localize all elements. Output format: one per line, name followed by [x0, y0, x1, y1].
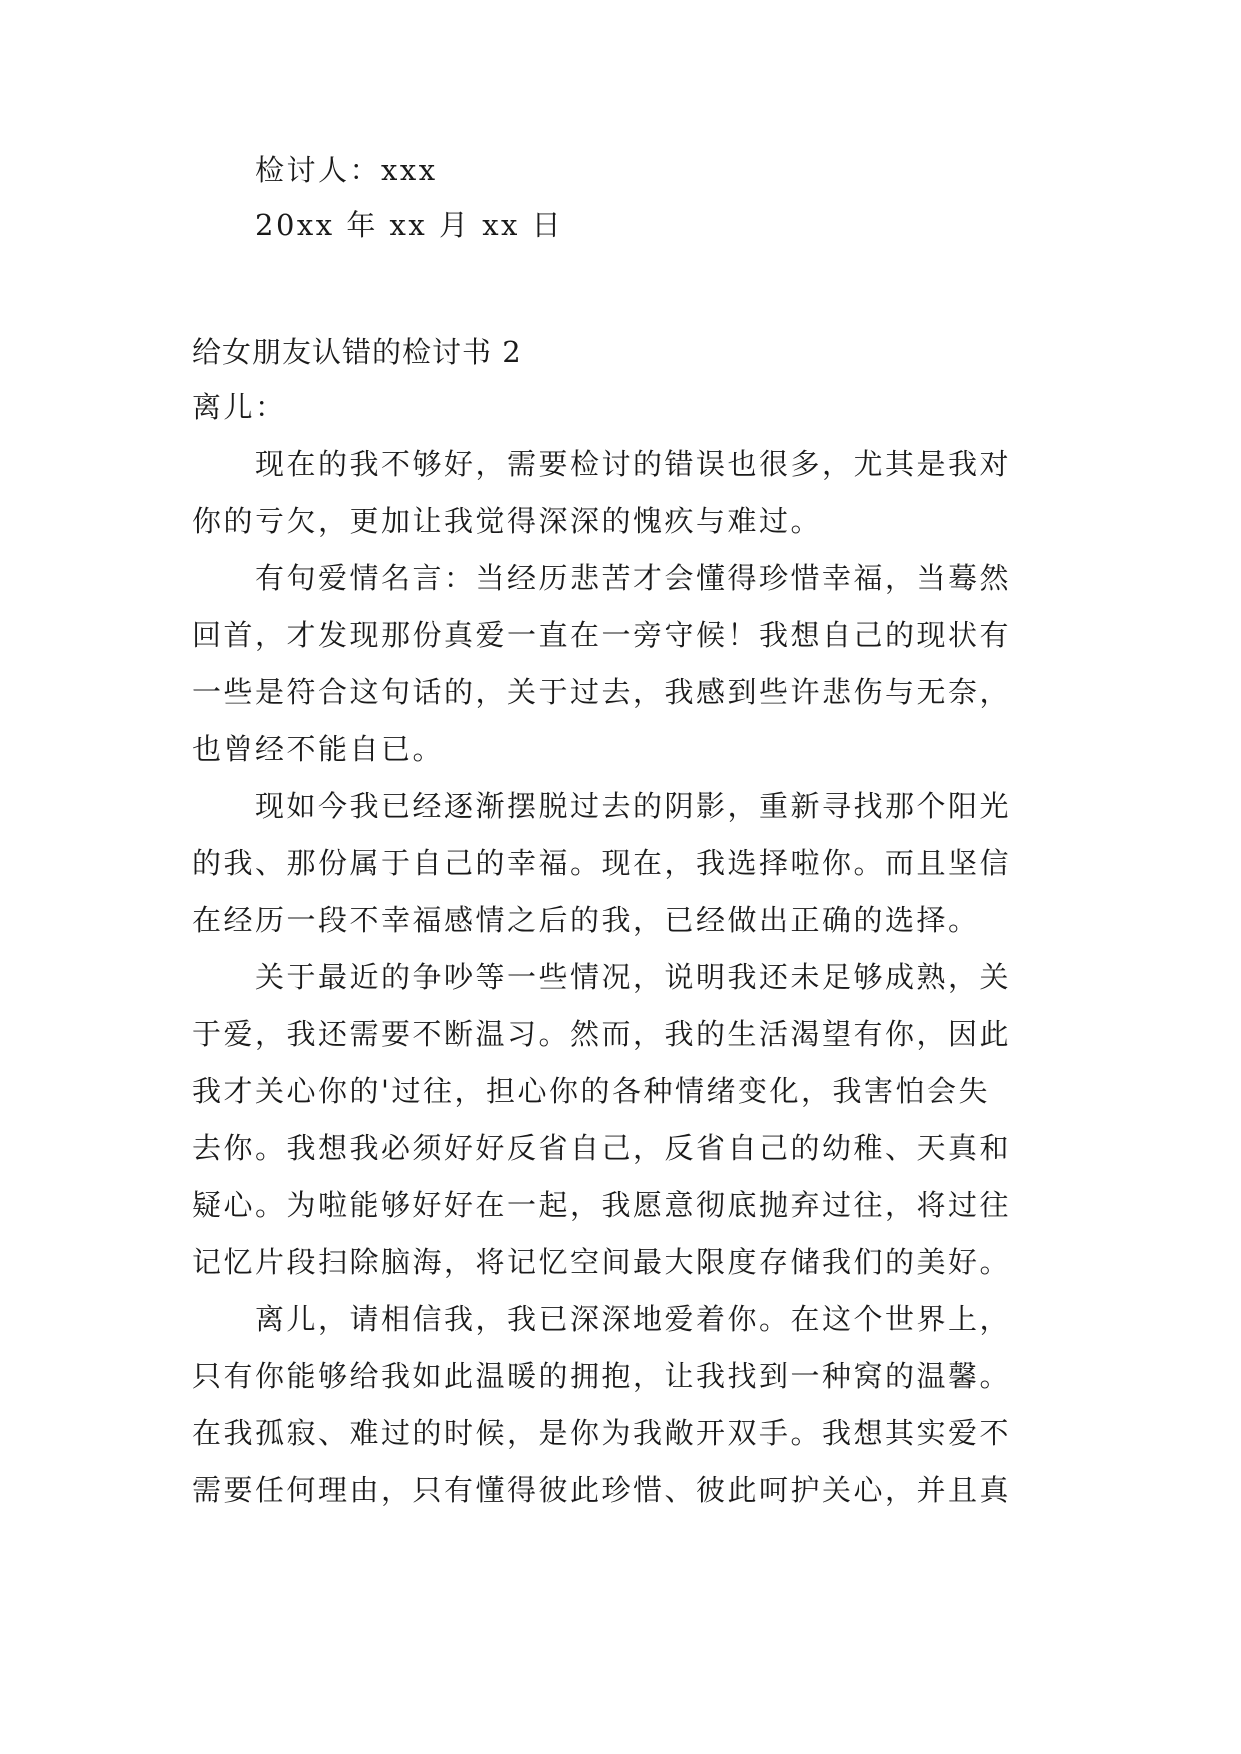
body-line: 你的亏欠，更加让我觉得深深的愧疚与难过。 — [192, 504, 823, 538]
body-line: 回首，才发现那份真爱一直在一旁守候！我想自己的现状有 — [192, 618, 1012, 652]
body-line: 的我、那份属于自己的幸福。现在，我选择啦你。而且坚信 — [192, 846, 1012, 880]
body-line: 只有你能够给我如此温暖的拥抱，让我找到一种窝的温馨。 — [192, 1359, 1012, 1393]
signature-date: 20xx 年 xx 月 xx 日 — [255, 208, 564, 242]
body-line: 去你。我想我必须好好反省自己，反省自己的幼稚、天真和 — [192, 1131, 1012, 1165]
body-line: 我才关心你的'过往，担心你的各种情绪变化，我害怕会失 — [192, 1074, 990, 1108]
body-line: 疑心。为啦能够好好在一起，我愿意彻底抛弃过往，将过往 — [192, 1188, 1012, 1222]
section-title: 给女朋友认错的检讨书 2 — [192, 335, 522, 369]
body-line: 有句爱情名言：当经历悲苦才会懂得珍惜幸福，当蓦然 — [255, 561, 1012, 595]
body-line: 在经历一段不幸福感情之后的我，已经做出正确的选择。 — [192, 903, 980, 937]
body-line: 关于最近的争吵等一些情况，说明我还未足够成熟，关 — [255, 960, 1012, 994]
body-line: 也曾经不能自已。 — [192, 732, 445, 766]
reviewer-signature: 检讨人：xxx — [255, 153, 438, 187]
body-line: 现在的我不够好，需要检讨的错误也很多，尤其是我对 — [255, 447, 1012, 481]
body-line: 一些是符合这句话的，关于过去，我感到些许悲伤与无奈， — [192, 675, 1012, 709]
body-line: 需要任何理由，只有懂得彼此珍惜、彼此呵护关心，并且真 — [192, 1473, 1012, 1507]
body-line: 于爱，我还需要不断温习。然而，我的生活渴望有你，因此 — [192, 1017, 1012, 1051]
body-line: 在我孤寂、难过的时候，是你为我敞开双手。我想其实爱不 — [192, 1416, 1012, 1450]
body-line: 现如今我已经逐渐摆脱过去的阴影，重新寻找那个阳光 — [255, 789, 1012, 823]
body-line: 离儿，请相信我，我已深深地爱着你。在这个世界上， — [255, 1302, 1012, 1336]
body-line: 记忆片段扫除脑海，将记忆空间最大限度存储我们的美好。 — [192, 1245, 1012, 1279]
salutation: 离儿： — [192, 390, 287, 424]
